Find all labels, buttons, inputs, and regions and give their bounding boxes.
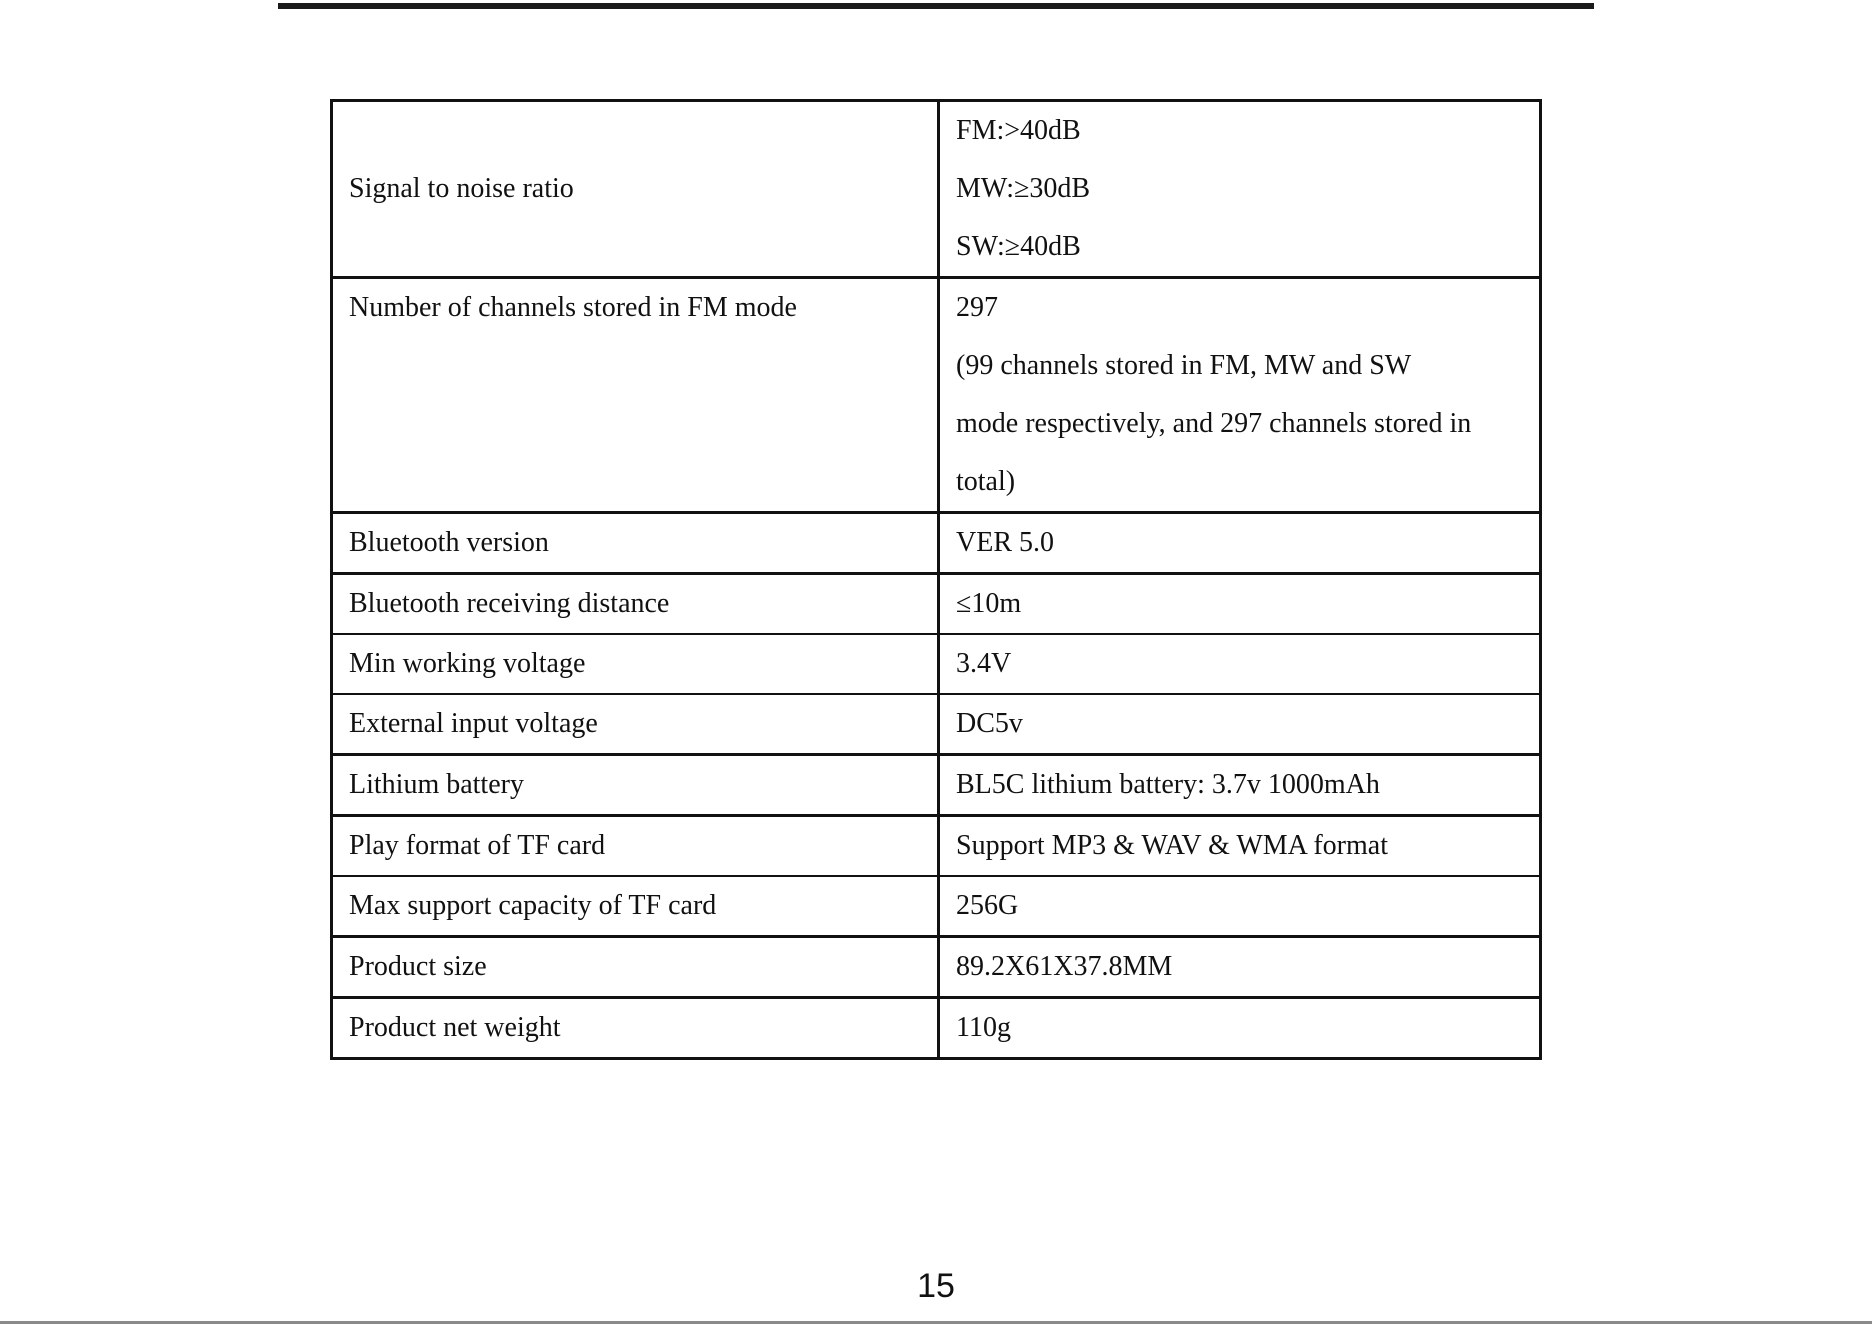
spec-value (939, 278, 1541, 513)
spec-label: Lithium battery (332, 755, 939, 816)
spec-label: Signal to noise ratio (332, 101, 939, 278)
spec-value: Support MP3 & WAV & WMA format (939, 816, 1541, 877)
spec-value: 89.2X61X37.8MM (939, 937, 1541, 998)
table-row (332, 998, 1541, 1059)
spec-value: BL5C lithium battery: 3.7v 1000mAh (939, 755, 1541, 816)
spec-value-line: FM:>40dB (956, 115, 1081, 146)
spec-label: Product size (332, 937, 939, 998)
specifications-table (330, 99, 1542, 1060)
spec-label: Play format of TF card (332, 816, 939, 877)
spec-value: VER 5.0 (939, 513, 1541, 574)
table-row (332, 755, 1541, 816)
spec-value-line: 297 (956, 292, 998, 323)
spec-label: Max support capacity of TF card (332, 876, 939, 937)
spec-value (939, 101, 1541, 278)
spec-value-line: SW:≥40dB (956, 231, 1081, 262)
spec-value: ≤10m (939, 574, 1541, 635)
table-row (332, 574, 1541, 635)
spec-label: Product net weight (332, 998, 939, 1059)
spec-label: Min working voltage (332, 634, 939, 694)
table-row (332, 694, 1541, 755)
table-row (332, 513, 1541, 574)
spec-label: Number of channels stored in FM mode (332, 278, 939, 513)
spec-value-line: total) (956, 466, 1016, 497)
page-number: 15 (917, 1267, 955, 1305)
table-row (332, 101, 1541, 278)
spec-label: Bluetooth version (332, 513, 939, 574)
spec-value: DC5v (939, 694, 1541, 755)
header-rule (278, 3, 1594, 9)
spec-value-line: mode respectively, and 297 channels stored in (956, 408, 1472, 439)
spec-value: 256G (939, 876, 1541, 937)
spec-value-line: (99 channels stored in FM, MW and SW (956, 350, 1412, 381)
table-row (332, 937, 1541, 998)
spec-value: 110g (939, 998, 1541, 1059)
spec-label: External input voltage (332, 694, 939, 755)
table-row (332, 278, 1541, 513)
table-row (332, 876, 1541, 937)
spec-value: 3.4V (939, 634, 1541, 694)
table-row (332, 634, 1541, 694)
spec-label: Bluetooth receiving distance (332, 574, 939, 635)
table-row (332, 816, 1541, 877)
spec-value-line: MW:≥30dB (956, 173, 1091, 204)
